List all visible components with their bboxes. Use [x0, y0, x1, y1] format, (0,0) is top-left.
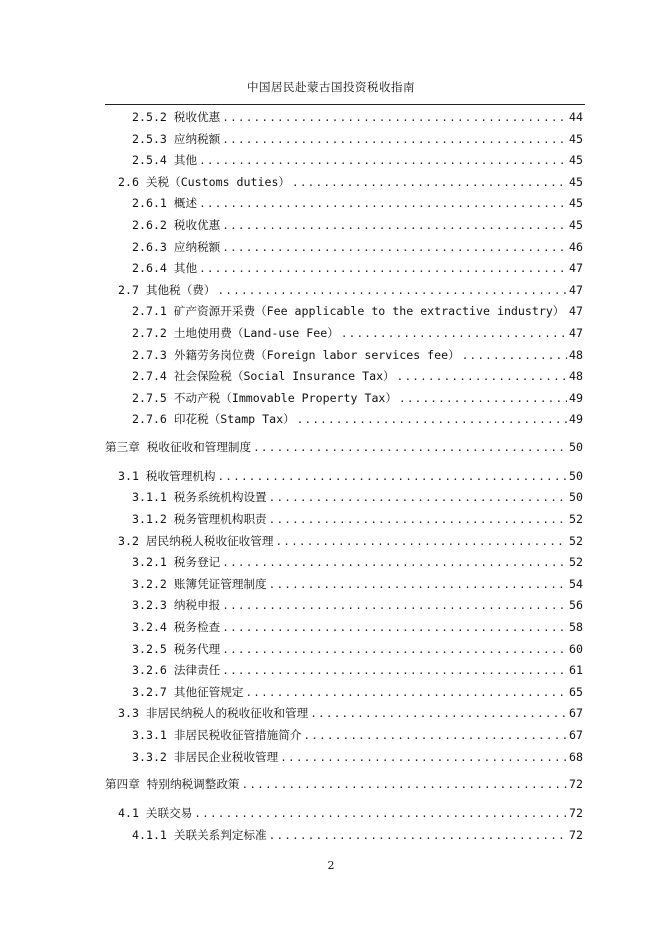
- toc-entry-page: 47: [569, 304, 583, 319]
- toc-entry-page: 49: [569, 390, 583, 405]
- toc-entry-label: 2.5.2 税收优惠: [132, 110, 221, 124]
- toc-entry-page: 45: [569, 153, 583, 168]
- toc-entry[interactable]: [132, 215, 583, 236]
- toc-entry-page: 72: [569, 827, 583, 842]
- toc-entry-label: 第三章 税收征收和管理制度: [105, 440, 252, 454]
- toc-entry[interactable]: [132, 258, 583, 279]
- toc-entry[interactable]: [132, 487, 583, 508]
- toc-entry-page: 45: [569, 196, 583, 211]
- toc-entry-label: 2.7.3 外籍劳务岗位费（Foreign labor services fee）: [132, 347, 460, 362]
- toc-entry-label: 2.6.3 应纳税额: [132, 239, 221, 254]
- toc-entry[interactable]: [132, 725, 583, 746]
- toc-entry-label: 3.2.4 税务检查: [132, 620, 221, 634]
- toc-leader-dots: [222, 595, 567, 616]
- toc-entry[interactable]: [132, 129, 583, 150]
- toc-entry-label: 4.1 关联交易: [118, 806, 193, 820]
- toc-entry-label: 2.7.6 印花税（Stamp Tax）: [132, 412, 295, 427]
- toc-entry-label: 3.2.5 税务代理: [132, 641, 221, 656]
- toc-entry-page: 47: [569, 261, 583, 276]
- toc-leader-dots: [222, 660, 567, 681]
- toc-entry[interactable]: [132, 301, 583, 322]
- toc-entry-page: 54: [569, 576, 583, 591]
- toc-entry[interactable]: [132, 409, 583, 430]
- toc-entry-page: 61: [569, 663, 583, 678]
- toc-entry-label: 3.1 税收管理机构: [118, 468, 216, 483]
- toc-entry[interactable]: [132, 107, 583, 128]
- toc-entry-label: 2.5.4 其他: [132, 153, 198, 168]
- toc-entry-page: 45: [569, 131, 583, 146]
- toc-entry[interactable]: [132, 150, 583, 171]
- toc-leader-dots: [303, 725, 567, 746]
- toc-entry-page: 45: [569, 218, 583, 232]
- toc-entry[interactable]: [105, 774, 583, 795]
- toc-entry-label: 3.3.2 非居民企业税收管理: [132, 749, 279, 764]
- toc-entry-label: 2.6 关税（Customs duties）: [118, 174, 291, 189]
- toc-entry-label: 3.1.2 税务管理机构职责: [132, 512, 267, 526]
- toc-entry[interactable]: [132, 323, 583, 344]
- toc-entry[interactable]: [132, 237, 583, 258]
- toc-entry-label: 3.2.2 账簿凭证管理制度: [132, 576, 267, 591]
- toc-entry-label: 3.3.1 非居民税收征管措施简介: [132, 728, 302, 742]
- toc-entry-label: 2.6.1 概述: [132, 196, 198, 211]
- toc-leader-dots: [222, 237, 567, 258]
- toc-entry[interactable]: [118, 703, 583, 724]
- toc-entry-page: 67: [569, 728, 583, 742]
- toc-entry[interactable]: [118, 280, 583, 301]
- toc-leader-dots: [341, 323, 567, 344]
- toc-leader-dots: [269, 574, 567, 595]
- toc-entry[interactable]: [132, 747, 583, 768]
- toc-entry[interactable]: [132, 682, 583, 703]
- header-rule: [105, 104, 585, 105]
- toc-entry-page: 45: [569, 174, 583, 189]
- toc-leader-dots: [199, 150, 567, 171]
- toc-leader-dots: [222, 552, 567, 573]
- toc-entry-page: 72: [569, 777, 583, 792]
- toc-leader-dots: [245, 682, 567, 703]
- toc-entry[interactable]: [105, 437, 583, 458]
- toc-entry-label: 3.2 居民纳税人税收征收管理: [118, 533, 274, 548]
- toc-entry-page: 52: [569, 512, 583, 526]
- toc-entry[interactable]: [132, 639, 583, 660]
- toc-entry-page: 68: [569, 749, 583, 764]
- toc-leader-dots: [222, 129, 567, 150]
- toc-entry-label: 2.7.1 矿产资源开采费（Fee applicable to the extractive industry）: [132, 304, 565, 319]
- toc-entry[interactable]: [132, 552, 583, 573]
- toc-leader-dots: [462, 345, 567, 366]
- toc-leader-dots: [242, 774, 568, 795]
- toc-leader-dots: [566, 301, 567, 322]
- toc-entry-label: 3.2.7 其他征管规定: [132, 684, 244, 699]
- toc-entry[interactable]: [132, 595, 583, 616]
- toc-entry-page: 56: [569, 598, 583, 613]
- toc-entry[interactable]: [118, 803, 583, 824]
- toc-entry[interactable]: [132, 660, 583, 681]
- toc-entry[interactable]: [132, 509, 583, 530]
- toc-leader-dots: [222, 617, 567, 638]
- toc-entry-label: 3.2.3 纳税申报: [132, 598, 221, 613]
- toc-entry-page: 52: [569, 533, 583, 548]
- toc-entry-label: 第四章 特别纳税调整政策: [105, 777, 240, 792]
- toc-entry[interactable]: [132, 345, 583, 366]
- toc-entry-page: 50: [569, 468, 583, 483]
- toc-entry-label: 2.7.5 不动产税（Immovable Property Tax）: [132, 390, 398, 405]
- toc-entry[interactable]: [132, 366, 583, 387]
- toc-leader-dots: [222, 215, 567, 236]
- toc-entry-page: 72: [569, 806, 583, 820]
- toc-leader-dots: [280, 747, 567, 768]
- toc-entry[interactable]: [132, 617, 583, 638]
- toc-leader-dots: [269, 487, 567, 508]
- toc-entry[interactable]: [118, 466, 583, 487]
- toc-leader-dots: [297, 409, 567, 430]
- toc-entry-label: 2.7.4 社会保险税（Social Insurance Tax）: [132, 369, 395, 384]
- toc-entry-page: 65: [569, 684, 583, 699]
- toc-leader-dots: [217, 466, 567, 487]
- toc-entry-page: 46: [569, 239, 583, 254]
- toc-leader-dots: [199, 258, 567, 279]
- toc-entry-label: 2.6.2 税收优惠: [132, 218, 221, 232]
- toc-leader-dots: [269, 509, 567, 530]
- toc-entry-page: 47: [569, 326, 583, 340]
- toc-entry-page: 52: [569, 555, 583, 570]
- toc-entry-label: 4.1.1 关联关系判定标准: [132, 827, 267, 842]
- toc-leader-dots: [292, 172, 567, 193]
- toc-entry-page: 50: [569, 440, 583, 454]
- toc-leader-dots: [222, 639, 567, 660]
- toc-leader-dots: [275, 531, 567, 552]
- toc-leader-dots: [222, 107, 567, 128]
- toc-leader-dots: [194, 803, 567, 824]
- toc-entry-page: 48: [569, 369, 583, 384]
- toc-leader-dots: [397, 366, 567, 387]
- toc-entry-label: 3.2.6 法律责任: [132, 663, 221, 678]
- toc-entry-page: 49: [569, 412, 583, 427]
- toc-entry[interactable]: [132, 574, 583, 595]
- toc-entry-label: 2.6.4 其他: [132, 261, 198, 276]
- toc-leader-dots: [199, 193, 567, 214]
- toc-entry[interactable]: [118, 531, 583, 552]
- toc-entry-label: 3.3 非居民纳税人的税收征收和管理: [118, 706, 309, 721]
- toc-entry-page: 47: [569, 282, 583, 297]
- toc-entry[interactable]: [132, 825, 583, 846]
- toc-entry-page: 50: [569, 490, 583, 505]
- page-header-title: 中国居民赴蒙古国投资税收指南: [247, 80, 415, 94]
- toc-entry-page: 44: [569, 110, 583, 124]
- toc-leader-dots: [217, 280, 567, 301]
- toc-entry-label: 2.7 其他税（费）: [118, 282, 216, 297]
- page-number: 2: [327, 859, 335, 872]
- toc-entry-label: 2.5.3 应纳税额: [132, 131, 221, 146]
- toc-entry[interactable]: [132, 388, 583, 409]
- toc-leader-dots: [399, 388, 567, 409]
- toc-leader-dots: [269, 825, 567, 846]
- toc-entry-label: 2.7.2 土地使用费（Land-use Fee）: [132, 326, 339, 340]
- toc-entry-page: 60: [569, 641, 583, 656]
- toc-entry[interactable]: [132, 193, 583, 214]
- toc-entry[interactable]: [118, 172, 583, 193]
- toc-entry-label: 3.2.1 税务登记: [132, 555, 221, 570]
- toc-entry-page: 58: [569, 620, 583, 634]
- toc-entry-label: 3.1.1 税务系统机构设置: [132, 490, 267, 505]
- toc-entry-page: 48: [569, 347, 583, 362]
- toc-entry-page: 67: [569, 706, 583, 721]
- toc-leader-dots: [253, 437, 567, 458]
- toc-leader-dots: [310, 703, 567, 724]
